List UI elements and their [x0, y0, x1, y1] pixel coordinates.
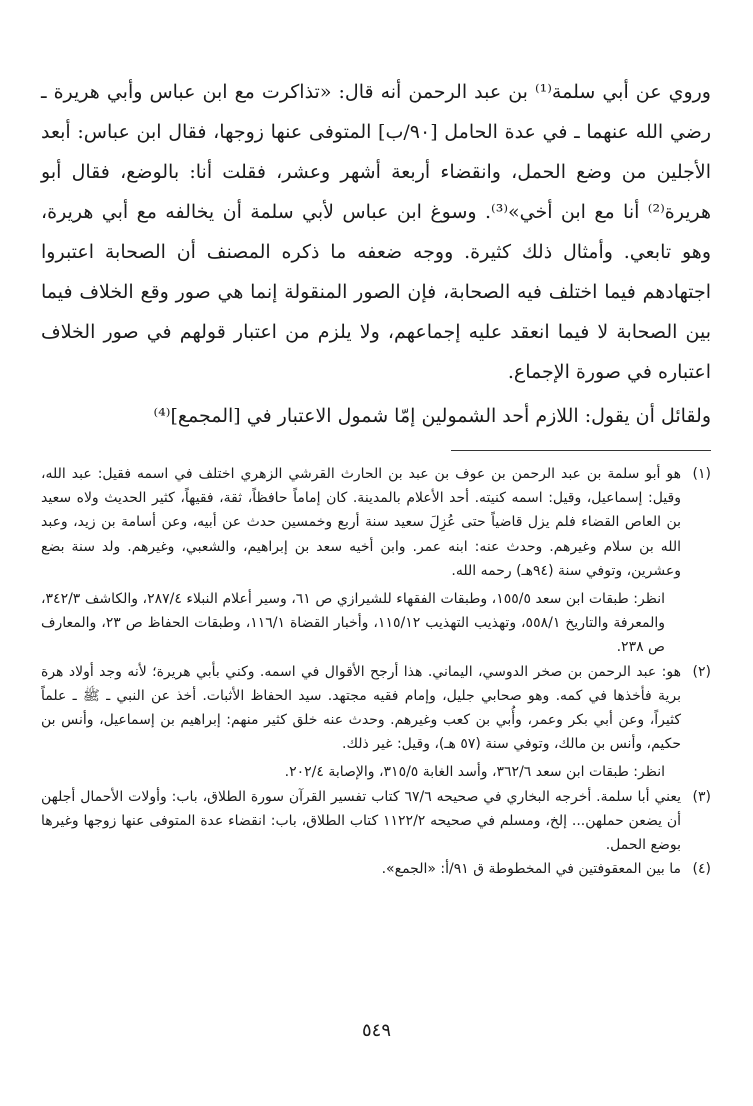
footnote-number: (٢): [692, 663, 711, 680]
footnote-text: ما بين المعقوفتين في المخطوطة ق ٩١/أ: «الجمع».: [381, 861, 681, 878]
footnotes: [41, 462, 711, 881]
footnote-text: يعني أبا سلمة. أخرجه البخاري في صحيحه ٦٧/٦ كتاب تفسير القرآن سورة الطلاق، باب: وأولات الأحمال أجلهن أن يضعن حملهن... إلخ، ومسلم في صحيحه ١١٢٢/٢ كتاب الطلاق، باب: انقضاء عدة المتوفى عنها زوجها وغيرها بوضع الحمل.: [41, 788, 681, 854]
page-number: ٥٤٩: [361, 1020, 391, 1041]
footnote-reference: انظر: طبقات ابن سعد ٣٦٢/٦، وأسد الغابة ٣١٥/٥، والإصابة ٢٠٢/٤.: [284, 764, 665, 781]
footnote-number: (١): [692, 466, 711, 482]
footnote-2: [41, 660, 711, 785]
footnote-text: هو أبو سلمة بن عبد الرحمن بن عوف بن عبد بن الحارث القرشي الزهري اختلف في اسمه فقيل: عبد الله، وقيل: إسماعيل، وقيل: اسمه كنيته. أحد الأعلام بالمدينة. كان إماماً حافظاً، ثقة، فقيهاً، كثير الحديث ولاه سعيد بن العاص القضاء فلم يزل قاضياً حتى عُزِلَ سعيد سنة أربع وخمسين حدث عن أبيه، وعن أسامة بن زيد، وعبد الله بن سلام وغيرهم. وحدث عنه: ابنه عمر. وابن أخيه سعد بن إبراهيم، والشعبي، وغيرهم. ولد سنة بضع وعشرين، وتوفي سنة (٩٤هـ) رحمه الله.: [41, 466, 681, 579]
footnote-separator: [451, 450, 711, 451]
footnote-number: (٣): [692, 788, 711, 805]
footnote-number: (٤): [692, 861, 711, 878]
main-paragraph-2: ولقائل أن يقول: اللازم أحد الشمولين إمّا شمول الاعتبار في [المجمع]⁽⁴⁾: [153, 405, 711, 427]
footnote-text: هو: عبد الرحمن بن صخر الدوسي، اليماني. هذا أرجح الأقوال في اسمه. وكني بأبي هريرة؛ لأنه وجد أولاد هرة برية فأخذها في كمه. وهو صحابي جليل، وإمام فقيه مجتهد. سيد الحفاظ الأثبات. أخذ عن النبي ـ ﷺ ـ علماً كثيراً، وعن أبي بكر وعمر، وأُبي بن كعب وغيرهم. وحدث عنه خلق كثير منهم: إبراهيم بن إسماعيل، وأنس بن حكيم، وأنس بن مالك، وتوفي سنة (٥٧ هـ)، وقيل: غير ذلك.: [41, 663, 681, 753]
main-text: [41, 72, 711, 436]
footnote-1: [41, 462, 711, 660]
footnote-reference: انظر: طبقات ابن سعد ١٥٥/٥، وطبقات الفقهاء للشيرازي ص ٦١، وسير أعلام النبلاء ٢٨٧/٤، والكاشف ٣٤٢/٣، والمعرفة والتاريخ ٥٥٨/١، وتهذيب التهذيب ١١٥/١٢، وأخبار القضاة ١١٦/١، وطبقات الحفاظ ص ٢٣، والمعارف ص ٢٣٨.: [41, 591, 666, 656]
footnote-3: [41, 785, 711, 858]
footnote-4: [41, 857, 711, 881]
main-paragraph-1: وروي عن أبي سلمة⁽¹⁾ بن عبد الرحمن أنه قال: «تذاكرت مع ابن عباس وأبي هريرة ـ رضي الله عنهما ـ في عدة الحامل [٩٠/ب] المتوفى عنها زوجها، فقال ابن عباس: أبعد الأجلين من وضع الحمل، وانقضاء أربعة أشهر وعشر، فقلت أنا: بالوضع، فقال أبو هريرة⁽²⁾ أنا مع ابن أخي»⁽³⁾. وسوغ ابن عباس لأبي سلمة أن يخالفه مع أبي هريرة، وهو تابعي. وأمثال ذلك كثيرة. ووجه ضعفه ما ذكره المصنف أن الصحابة اعتبروا اجتهادهم فيما اختلف فيه الصحابة، فإن الصور المنقولة إنما هي صور وقع الخلاف فيما بين الصحابة لا فيما انعقد عليه إجماعهم، ولا يلزم من اعتبار قولهم في صور الخلاف اعتباره في صورة الإجماع.: [41, 81, 711, 383]
